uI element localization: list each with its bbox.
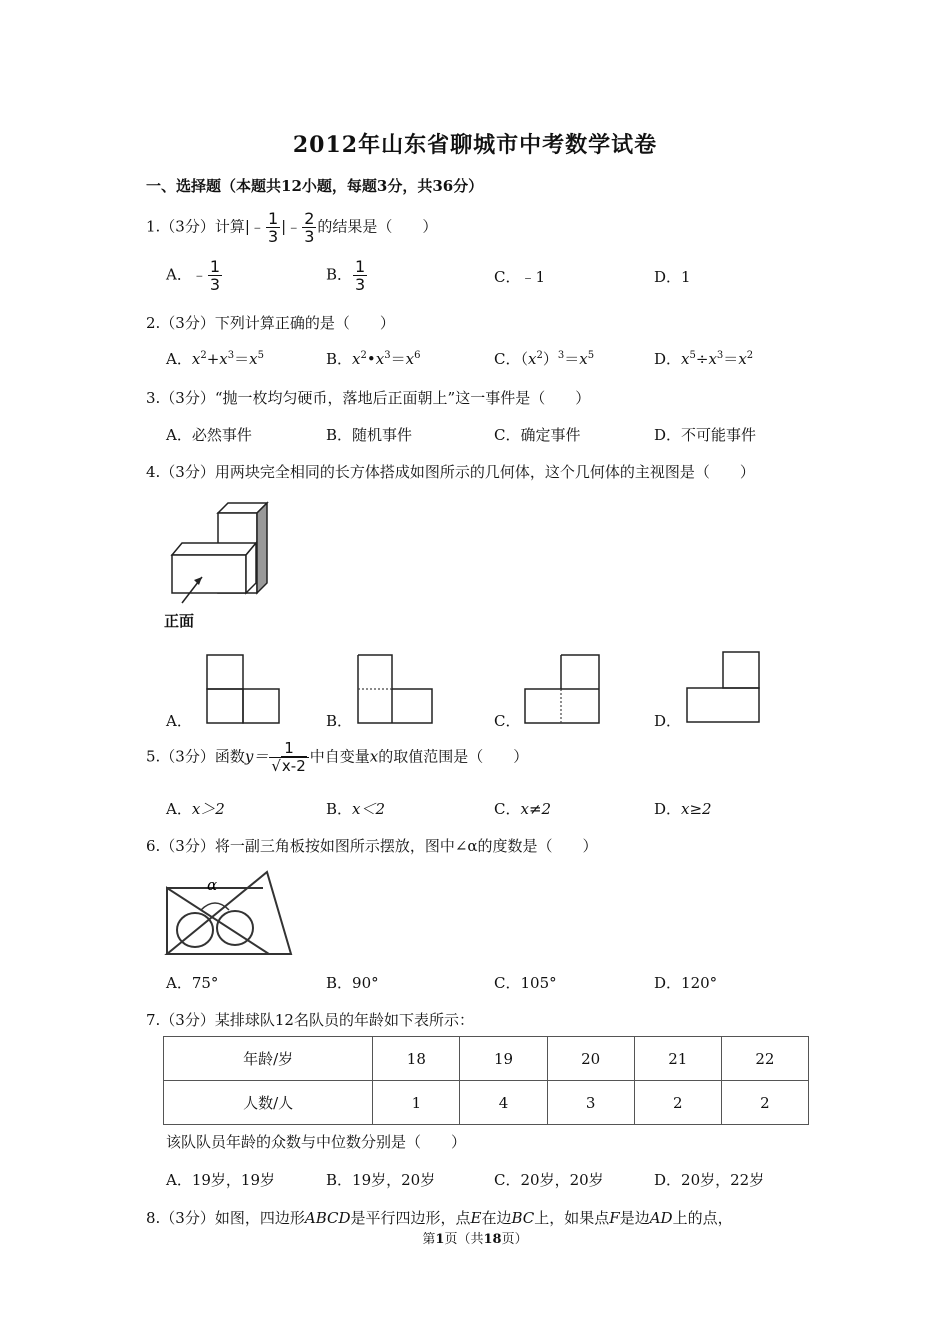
question-5-option-a[interactable]: A．x＞2 — [166, 800, 225, 818]
option-c-view — [523, 653, 603, 727]
question-1-option-b[interactable]: B． $\frac{1}{3}$ — [326, 257, 366, 294]
table-cell: 21 — [634, 1037, 721, 1081]
table-cell: 人数/人 — [164, 1081, 373, 1125]
question-2-option-a[interactable]: A．$x^2+x^3=x^5$ — [166, 350, 264, 368]
fraction: $\frac{1}{3}$ — [267, 209, 279, 246]
table-cell: 2 — [721, 1081, 808, 1125]
question-3-option-b[interactable]: B．随机事件 — [326, 426, 413, 444]
question-3-stem: 3.（3分）“抛一枚均匀硬币，落地后正面朝上”这一事件是（ ） — [146, 389, 591, 407]
table-cell: 19 — [460, 1037, 547, 1081]
table-cell: 年龄/岁 — [164, 1037, 373, 1081]
question-6-stem: 6.（3分）将一副三角板按如图所示摆放，图中∠α的度数是（ ） — [146, 837, 598, 855]
age-table — [163, 1036, 809, 1125]
table-cell: 20 — [547, 1037, 634, 1081]
question-6-option-a[interactable]: A．75° — [166, 974, 219, 992]
table-cell: 4 — [460, 1081, 547, 1125]
question-7-option-b[interactable]: B．19岁，20岁 — [326, 1171, 436, 1189]
question-2-option-d[interactable]: D．$x^5\div x^3=x^2$ — [654, 350, 754, 368]
option-b-view — [356, 653, 436, 727]
question-5-option-d[interactable]: D．x≥2 — [654, 800, 712, 818]
page-footer: 第1页（共18页） — [422, 1232, 528, 1247]
question-4-option-c[interactable]: C． — [494, 712, 521, 730]
question-4-stem: 4.（3分）用两块完全相同的长方体搭成如图所示的几何体，这个几何体的主视图是（ ） — [146, 463, 755, 481]
question-6-option-d[interactable]: D．120° — [654, 974, 718, 992]
alpha-label: α — [207, 876, 218, 894]
table-cell: 2 — [634, 1081, 721, 1125]
question-1-option-c[interactable]: C．﹣1 — [494, 268, 546, 286]
question-7-option-d[interactable]: D．20岁，22岁 — [654, 1171, 765, 1189]
page-title: 2012年山东省聊城市中考数学试卷 — [292, 132, 658, 158]
question-7-option-a[interactable]: A．19岁，19岁 — [166, 1171, 276, 1189]
question-1-option-d[interactable]: D．1 — [654, 268, 691, 286]
question-7-follow: 该队队员年龄的众数与中位数分别是（ ） — [166, 1133, 467, 1151]
question-5-option-b[interactable]: B．x＜2 — [326, 800, 386, 818]
table-cell: 22 — [721, 1037, 808, 1081]
question-1-option-a[interactable]: A．﹣ $\frac{1}{3}$ — [166, 257, 221, 294]
question-3-option-c[interactable]: C．确定事件 — [494, 426, 581, 444]
table-cell: 1 — [373, 1081, 460, 1125]
table-cell: 18 — [373, 1037, 460, 1081]
question-4-option-a[interactable]: A． — [166, 712, 192, 730]
question-4-option-d[interactable]: D． — [654, 712, 682, 730]
fraction: $\frac{2}{3}$ — [304, 209, 315, 246]
question-6-option-b[interactable]: B．90° — [326, 974, 379, 992]
question-2-stem: 2.（3分）下列计算正确的是（ ） — [146, 314, 395, 332]
fraction: $\frac{1}{3}$ — [355, 257, 366, 294]
fraction: $\frac{1}{√x-2}$ — [269, 740, 308, 775]
option-d-view — [685, 650, 765, 726]
front-label: 正面 — [164, 612, 195, 630]
fraction: $\frac{1}{3}$ — [209, 257, 221, 294]
section-heading: 一、选择题（本题共12小题，每题3分，共36分） — [146, 177, 484, 195]
table-row — [164, 1081, 809, 1125]
question-2-option-b[interactable]: B．$x^2•x^3=x^6$ — [326, 350, 421, 368]
question-5-stem: 5.（3分）函数y＝ $\frac{1}{√x-2}$ 中自变量x的取值范围是（ ） — [146, 739, 529, 775]
question-8-stem: 8.（3分）如图，四边形ABCD是平行四边形，点E在边BC上，如果点F是边AD上的点， — [146, 1209, 733, 1227]
question-7-option-c[interactable]: C．20岁，20岁 — [494, 1171, 604, 1189]
question-6-option-c[interactable]: C．105° — [494, 974, 557, 992]
table-cell: 3 — [547, 1081, 634, 1125]
table-row — [164, 1037, 809, 1081]
question-3-option-d[interactable]: D．不可能事件 — [654, 426, 757, 444]
option-a-view — [205, 653, 283, 727]
question-5-option-c[interactable]: C．x≠2 — [494, 800, 552, 818]
question-2-option-c[interactable]: C．$(x^2)^3=x^5$ — [494, 350, 595, 368]
question-4-option-b[interactable]: B． — [326, 712, 353, 730]
triangle-boards-figure — [163, 866, 295, 956]
question-1-stem: 1.（3分）计算|﹣ $\frac{1}{3}$ |﹣ $\frac{2}{3}$ 的结果是（ ） — [146, 209, 438, 246]
question-3-option-a[interactable]: A．必然事件 — [166, 426, 252, 444]
question-7-stem: 7.（3分）某排球队12名队员的年龄如下表所示： — [146, 1011, 474, 1029]
